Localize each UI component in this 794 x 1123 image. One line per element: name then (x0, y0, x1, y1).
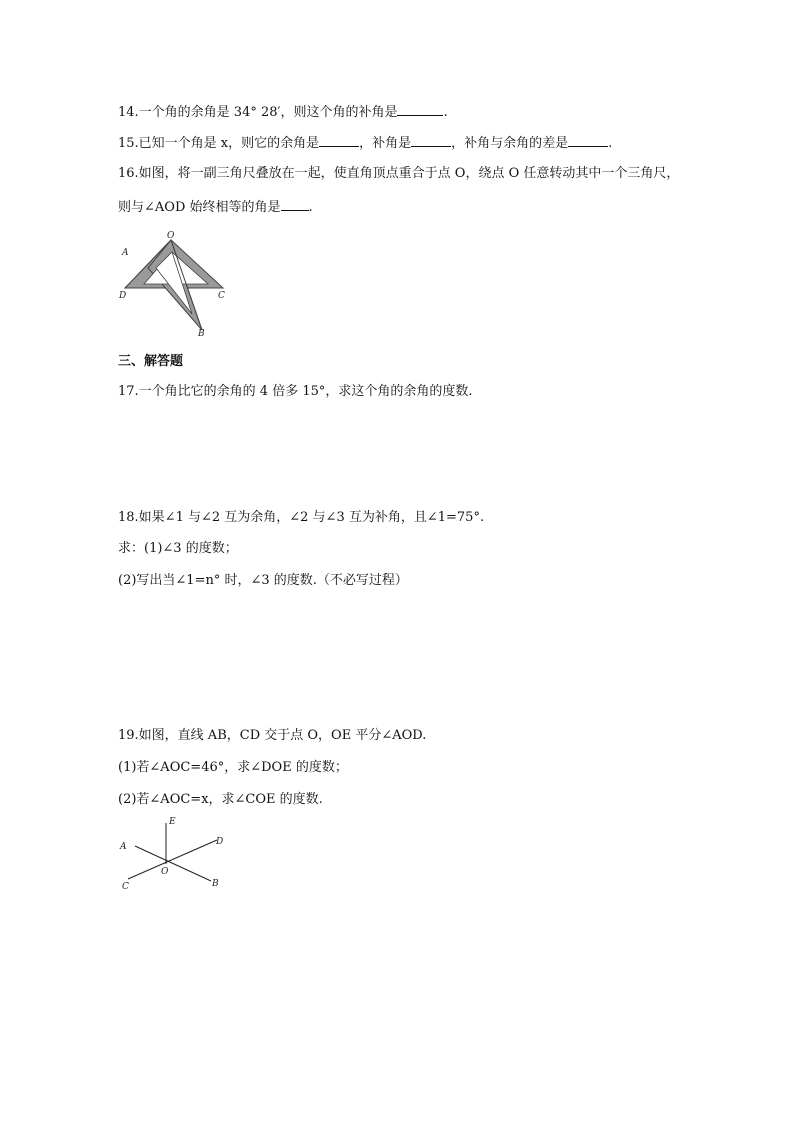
figure-set-squares (118, 228, 233, 338)
section-title: 三、解答题 (118, 354, 184, 369)
question-16-tail: . (308, 200, 313, 215)
label-A: A (120, 842, 127, 852)
question-18-line1: 18.如果∠1 与∠2 互为余角，∠2 与∠3 互为补角，且∠1=75°. (118, 510, 485, 525)
label-O: O (167, 231, 175, 241)
answer-blank (568, 134, 608, 147)
answer-blank (397, 103, 443, 116)
question-14-tail: . (443, 105, 448, 120)
label-B: B (198, 329, 205, 338)
question-16-text: 则与∠AOD 始终相等的角是 (118, 200, 281, 215)
question-19-line3: (2)若∠AOC=x，求∠COE 的度数. (118, 792, 323, 807)
question-15 (118, 134, 612, 152)
label-C: C (218, 291, 225, 301)
question-15-part2: ，补角是 (359, 136, 412, 151)
question-17: 17.一个角比它的余角的 4 倍多 15°，求这个角的余角的度数. (118, 384, 473, 399)
question-15-part3: ，补角与余角的差是 (451, 136, 569, 151)
label-B: B (212, 879, 219, 889)
label-D: D (119, 291, 127, 301)
question-18-line3: (2)写出当∠1=n° 时，∠3 的度数.（不必写过程） (118, 573, 408, 588)
question-15-part1: 15.已知一个角是 x，则它的余角是 (118, 136, 320, 151)
label-C: C (122, 882, 129, 892)
answer-blank (319, 134, 359, 147)
question-19-line2: (1)若∠AOC=46°，求∠DOE 的度数； (118, 760, 348, 775)
question-14-text: 14.一个角的余角是 34° 28′，则这个角的补角是 (118, 105, 398, 120)
answer-blank (411, 134, 451, 147)
question-19-line1: 19.如图，直线 AB，CD 交于点 O，OE 平分∠AOD. (118, 728, 427, 743)
question-15-tail: . (608, 136, 613, 151)
question-18-line2: 求：(1)∠3 的度数； (118, 541, 238, 556)
answer-blank (281, 198, 309, 211)
question-16-line2 (118, 198, 313, 216)
figure-intersecting-lines (118, 812, 233, 894)
label-D: D (216, 837, 224, 847)
label-O: O (161, 867, 169, 877)
label-E: E (169, 817, 176, 827)
question-14 (118, 103, 448, 121)
label-A: A (122, 248, 129, 258)
question-16-line1: 16.如图，将一副三角尺叠放在一起，使直角顶点重合于点 O，绕点 O 任意转动其中一个三角尺， (118, 166, 680, 181)
